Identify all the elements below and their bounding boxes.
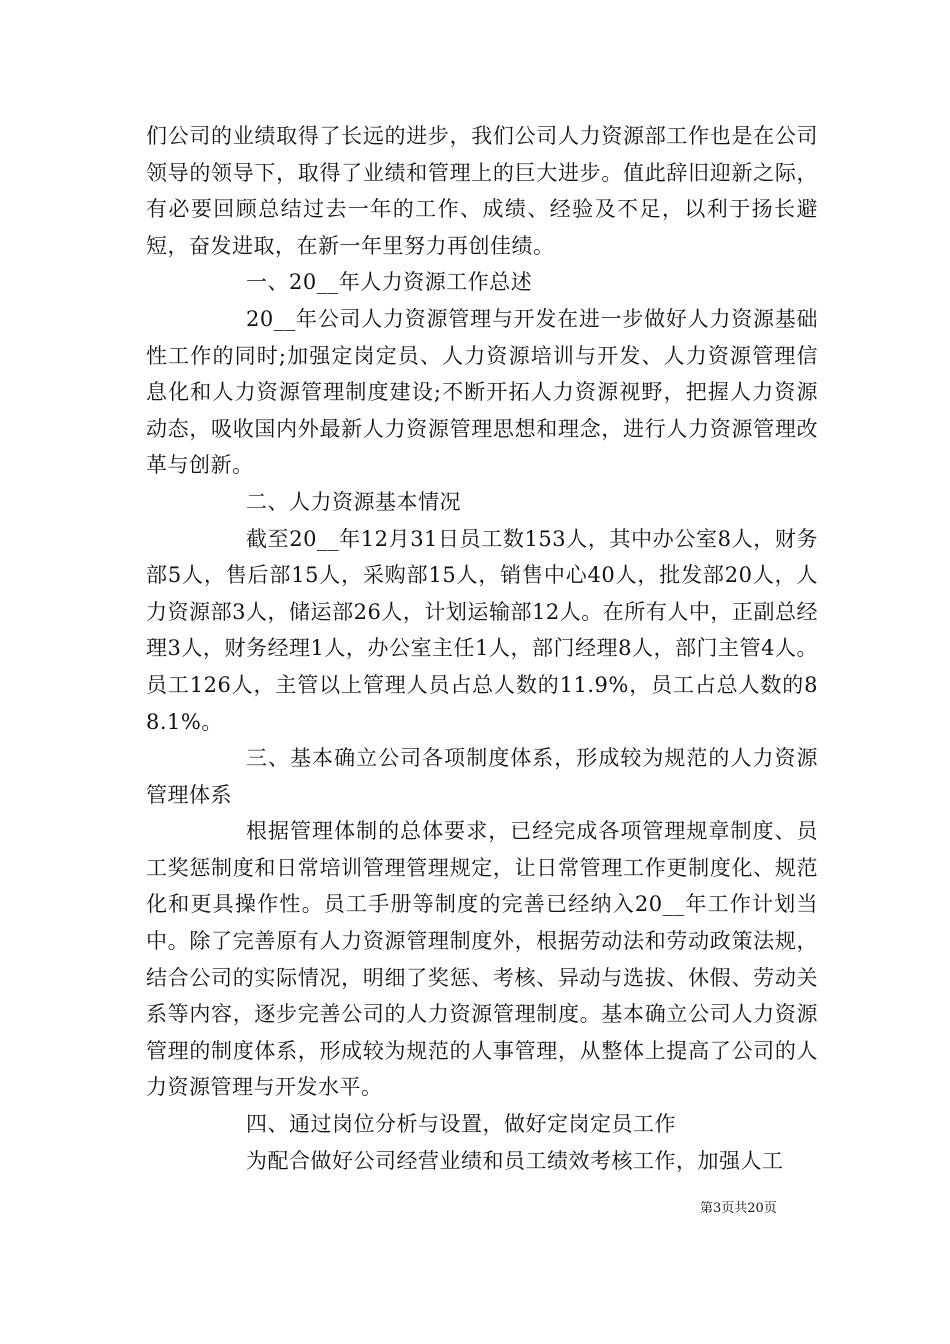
paragraph-section-4: 为配合做好公司经营业绩和员工绩效考核工作，加强人工 xyxy=(246,1148,784,1173)
document-body xyxy=(146,118,818,1179)
paragraph-section-2: 截至20__年12月31日员工数153人，其中办公室8人，财务部5人，售后部15人，采购部15人，销售中心40人，批发部20人，人力资源部3人，储运部26人，计划运输部12人。在所有人中，正副总经理3人，财务经理1人，办公室主任1人，部门经理8人，部门主管4人。员工126人，主管以上管理人员占总人数的11.9%，员工占总人数的88.1%。 xyxy=(146,526,818,734)
heading-section-4: 四、通过岗位分析与设置，做好定岗定员工作 xyxy=(246,1112,676,1137)
paragraph-section-1: 20__年公司人力资源管理与开发在进一步做好人力资源基础性工作的同时;加强定岗定员、人力资源培训与开发、人力资源管理信息化和人力资源管理制度建设;不断开拓人力资源视野，把握人力资源动态，吸收国内外最新人力资源管理思想和理念，进行人力资源管理改革与创新。 xyxy=(146,306,818,478)
heading-section-1: 一、20__年人力资源工作总述 xyxy=(246,270,533,295)
heading-section-3: 三、基本确立公司各项制度体系，形成较为规范的人力资源管理体系 xyxy=(146,746,818,807)
page-number-footer: 第3页共20页 xyxy=(700,1201,777,1216)
paragraph-section-3: 根据管理体制的总体要求，已经完成各项管理规章制度、员工奖惩制度和日常培训管理管理规定，让日常管理工作更制度化、规范化和更具操作性。员工手册等制度的完善已经纳入20__年工作计划当中。除了完善原有人力资源管理制度外，根据劳动法和劳动政策法规，结合公司的实际情况，明细了奖惩、考核、异动与选拔、休假、劳动关系等内容，逐步完善公司的人力资源管理制度。基本确立公司人力资源管理的制度体系，形成较为规范的人事管理，从整体上提高了公司的人力资源管理与开发水平。 xyxy=(146,819,818,1100)
heading-section-2: 二、人力资源基本情况 xyxy=(246,489,461,514)
paragraph-intro: 们公司的业绩取得了长远的进步，我们公司人力资源部工作也是在公司领导的领导下，取得了业绩和管理上的巨大进步。值此辞旧迎新之际，有必要回顾总结过去一年的工作、成绩、经验及不足，以利于扬长避短，奋发进取，在新一年里努力再创佳绩。 xyxy=(146,124,818,258)
